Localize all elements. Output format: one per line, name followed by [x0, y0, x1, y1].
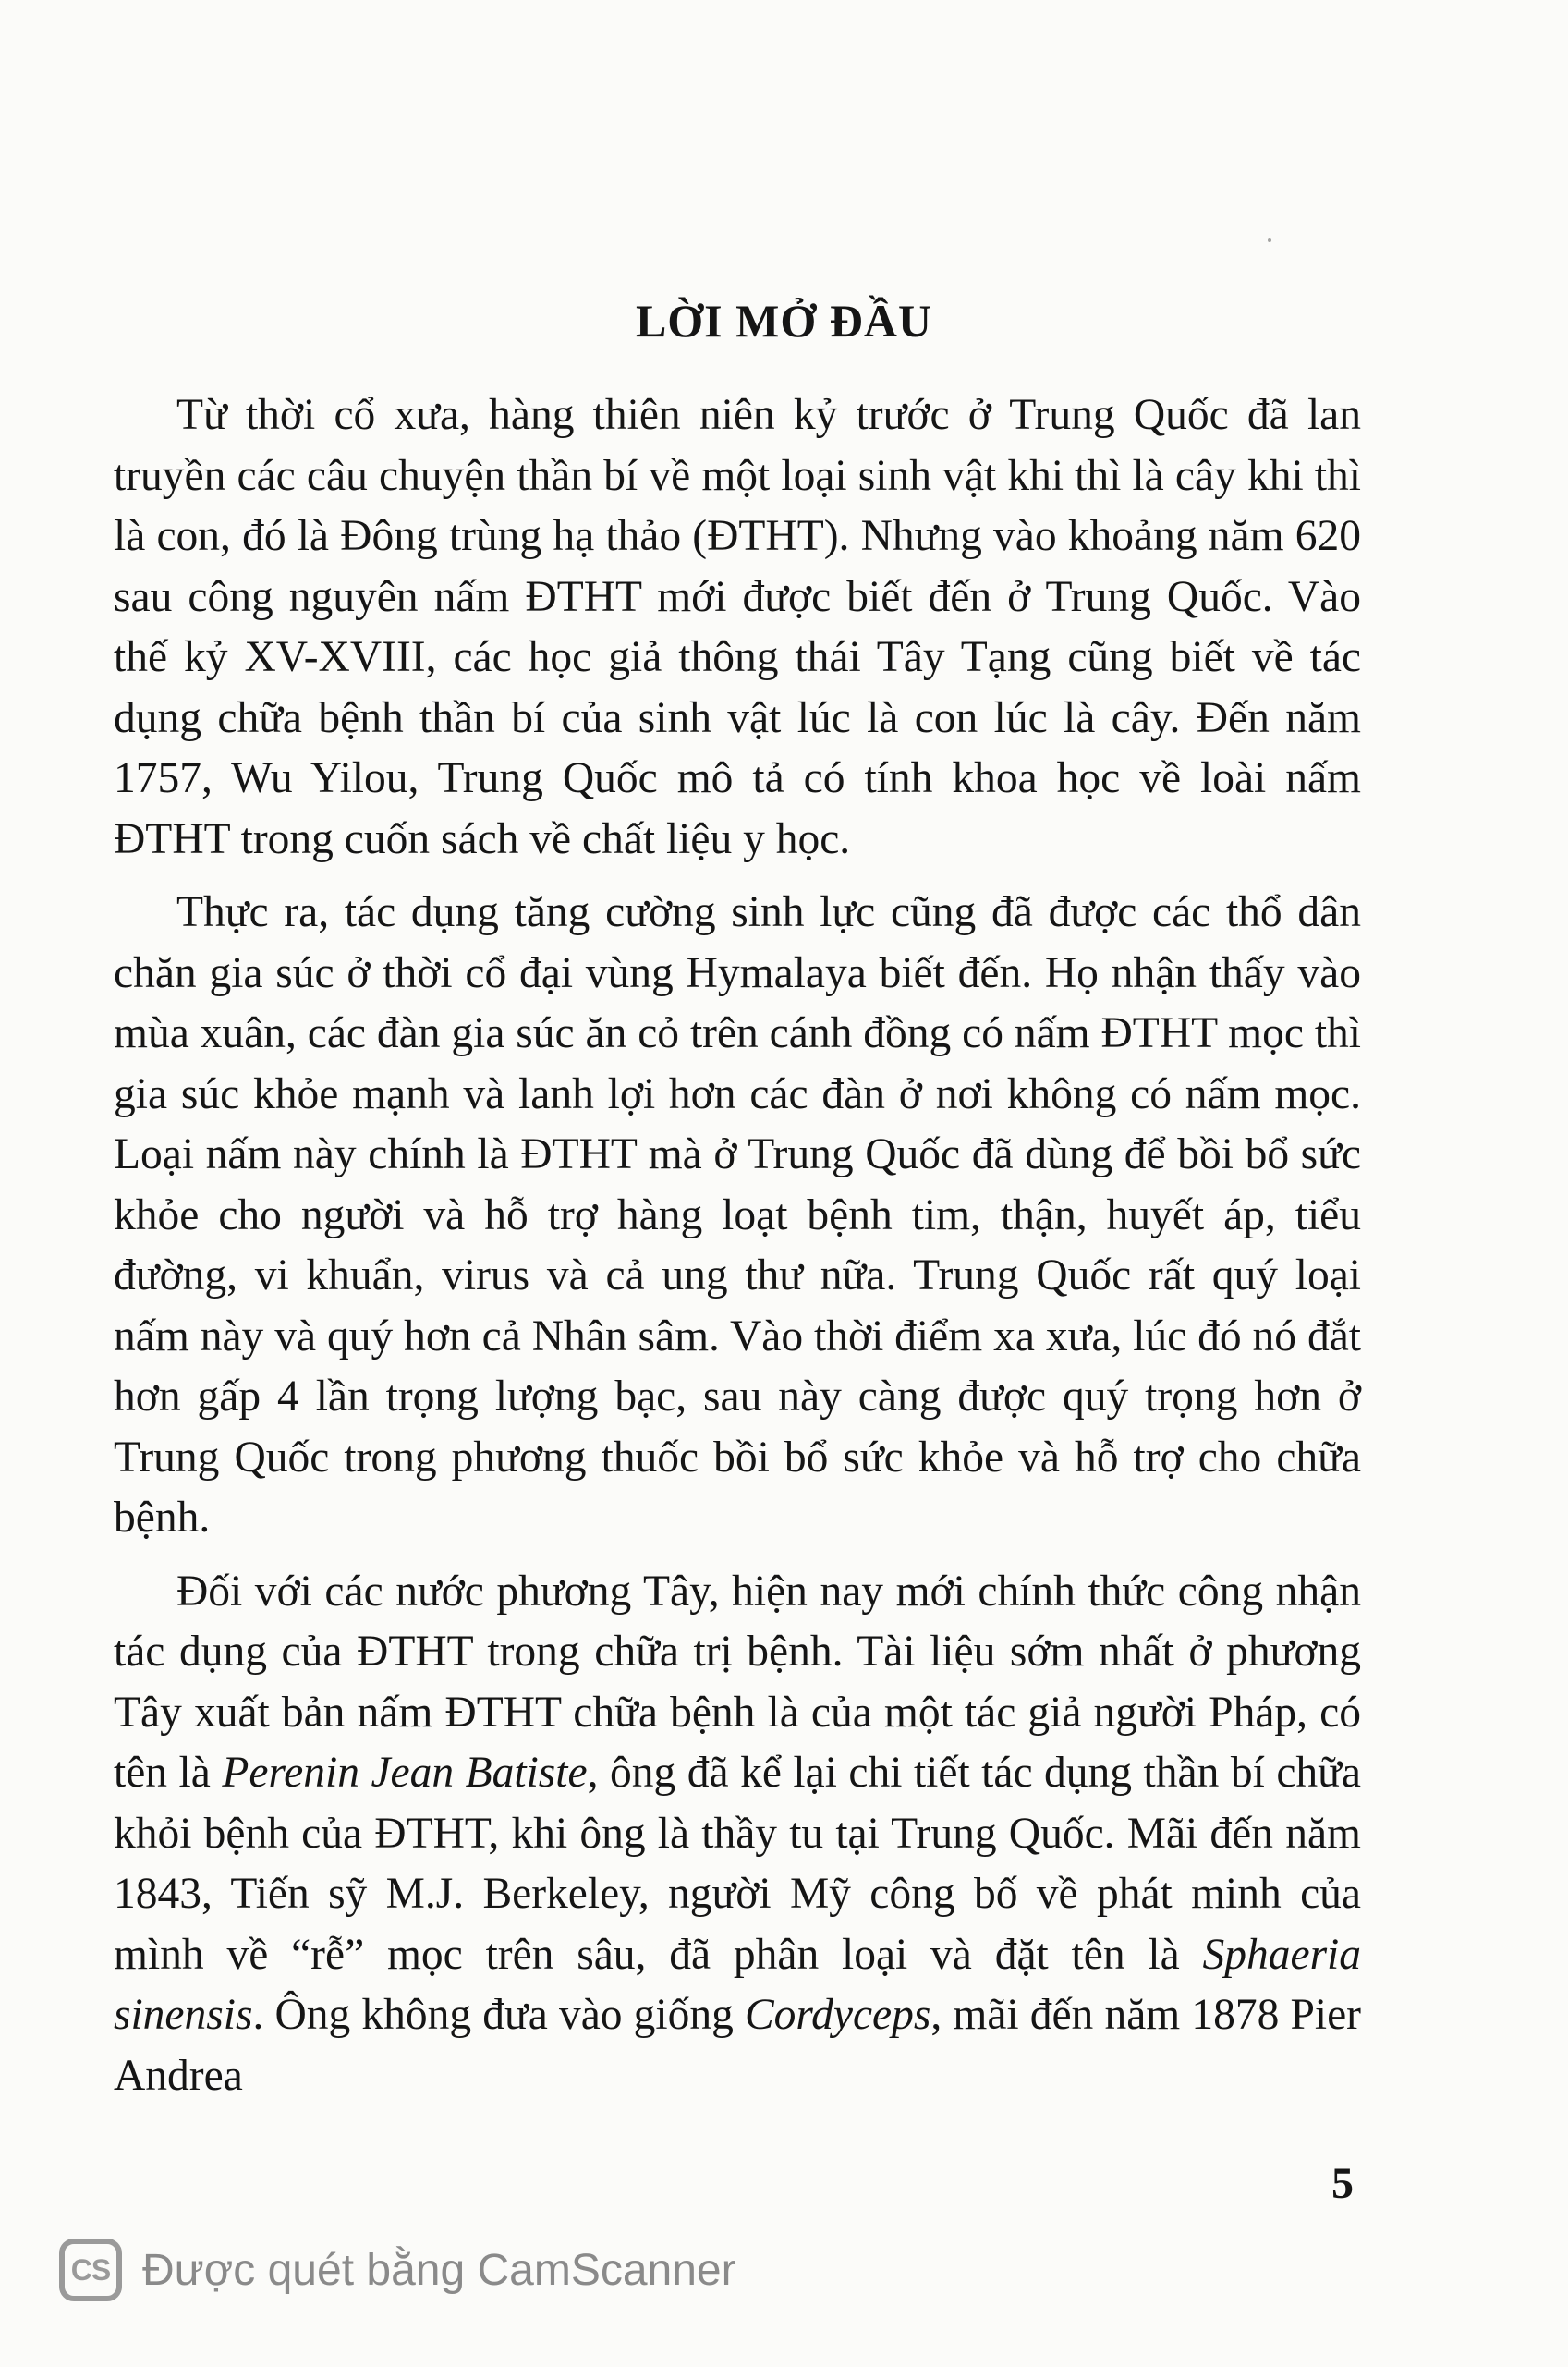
camscanner-watermark: [59, 2233, 736, 2307]
page-number: 5: [1331, 2159, 1354, 2208]
paragraph-2-text: Thực ra, tác dụng tăng cường sinh lực cũng đã được các thổ dân chăn gia súc ở thời cổ đại vùng Hymalaya biết đến. Họ nhận thấy vào mùa xuân, các đàn gia súc ăn cỏ trên cánh đồng có nấm ĐTHT mọc thì gia súc khỏe mạnh và lanh lợi hơn các đàn ở nơi không có nấm mọc. Loại nấm này chính là ĐTHT mà ở Trung Quốc đã dùng để bồi bổ sức khỏe cho người và hỗ trợ hàng loạt bệnh tim, thận, huyết áp, tiểu đường, vi khuẩn, virus và cả ung thư nữa. Trung Quốc rất quý loại nấm này và quý hơn cả Nhân sâm. Vào thời điểm xa xưa, lúc đó nó đắt hơn gấp 4 lần trọng lượng bạc, sau này càng được quý trọng hơn ở Trung Quốc trong phương thuốc bồi bổ sức khỏe và hỗ trợ cho chữa bệnh.: [114, 888, 1361, 1542]
page-title: LỜI MỞ ĐẦU: [635, 295, 933, 347]
species-name: Sphaeria sinensis: [114, 1930, 1361, 2039]
scan-speck: [1268, 238, 1271, 242]
paragraph-3-text: . Ông không đưa vào giống: [252, 1991, 745, 2039]
camscanner-logo-icon: CS: [59, 2239, 122, 2301]
body-text: [114, 385, 1361, 2119]
paragraph-1: [114, 385, 1361, 870]
paragraph-2: [114, 883, 1361, 1549]
paragraph-1-text: Từ thời cổ xưa, hàng thiên niên kỷ trước ở Trung Quốc đã lan truyền các câu chuyện thần bí về một loại sinh vật khi thì là cây khi thì là con, đó là Đông trùng hạ thảo (ĐTHT). Nhưng vào khoảng năm 620 sau công nguyên nấm ĐTHT mới được biết đến ở Trung Quốc. Vào thế kỷ XV-XVIII, các học giả thông thái Tây Tạng cũng biết về tác dụng chữa bệnh thần bí của sinh vật lúc là con lúc là cây. Đến năm 1757, Wu Yilou, Trung Quốc mô tả có tính khoa học về loài nấm ĐTHT trong cuốn sách về chất liệu y học.: [114, 391, 1361, 863]
watermark-text: Được quét bằng CamScanner: [142, 2245, 736, 2295]
paragraph-3-text: Đối với các nước phương Tây, hiện nay mới chính thức công nhận tác dụng của ĐTHT trong chữa trị bệnh. Tài liệu sớm nhất ở phương Tây xuất bản nấm ĐTHT chữa bệnh là của một tác giả người Pháp, có tên là: [114, 1567, 1361, 1797]
paragraph-3: [114, 1562, 1361, 2107]
paragraph-3-text: , ông đã kể lại chi tiết tác dụng thần bí chữa khỏi bệnh của ĐTHT, khi ông là thầy tu tại Trung Quốc. Mãi đến năm 1843, Tiến sỹ M.J. Berkeley, người Mỹ công bố về phát minh của mình về “rễ” mọc trên sâu, đã phân loại và đặt tên là: [114, 1749, 1361, 1979]
genus-name: Cordyceps: [744, 1991, 931, 2039]
author-name: Perenin Jean Batiste: [222, 1749, 588, 1797]
paragraph-3-text: , mãi đến năm 1878 Pier Andrea: [114, 1991, 1361, 2100]
